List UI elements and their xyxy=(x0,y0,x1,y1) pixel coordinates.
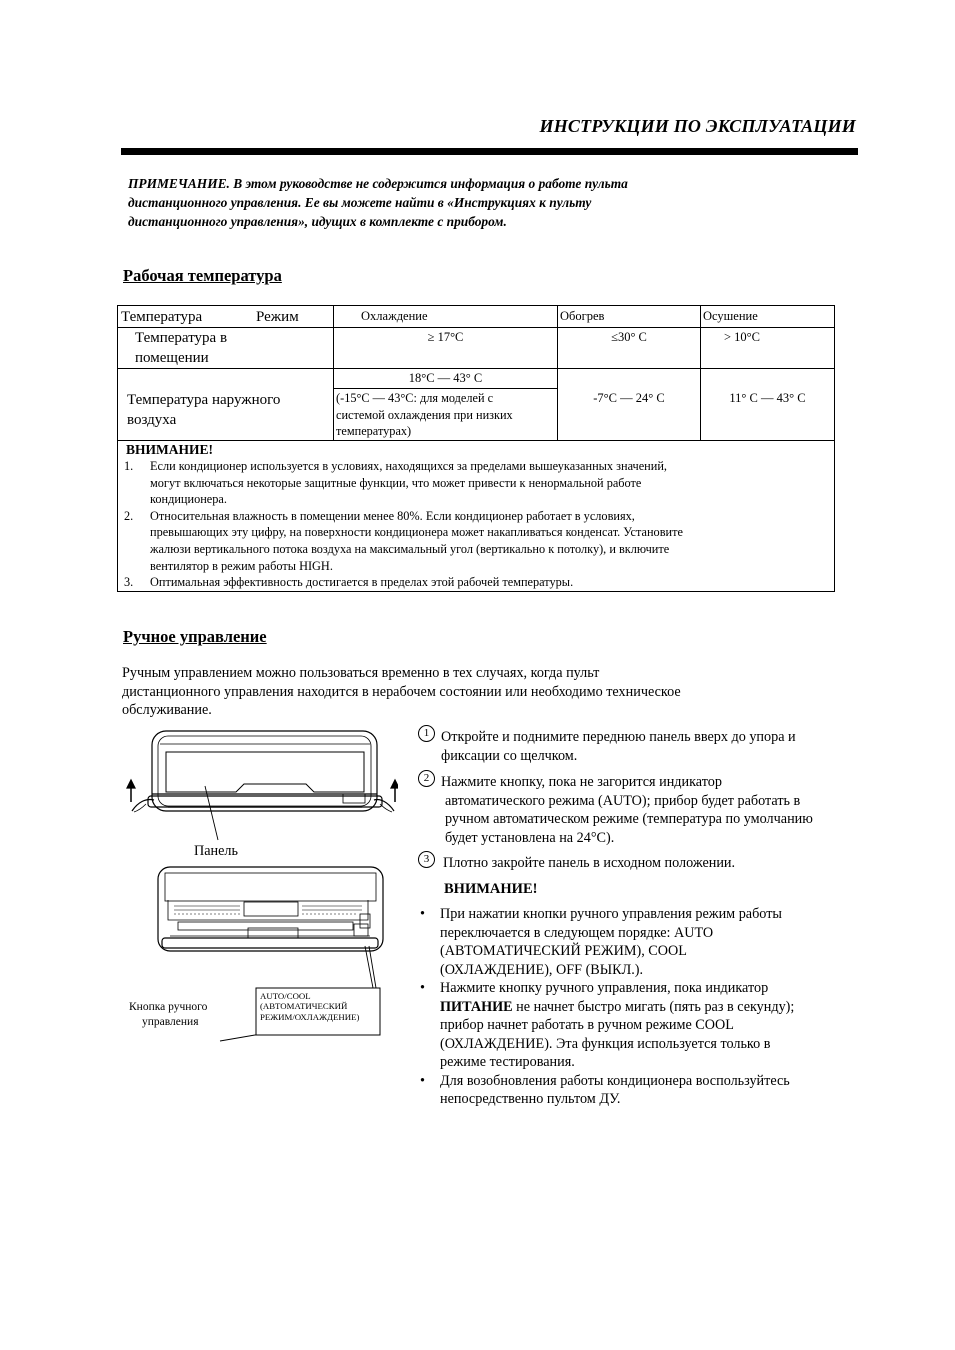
power-indicator-label: ПИТАНИЕ xyxy=(440,998,513,1015)
indoor-cool: ≥ 17°C xyxy=(427,330,464,344)
step-number: 1 xyxy=(418,725,435,742)
mode-callout-text: AUTO/COOL xyxy=(260,991,311,1001)
row-outdoor-label: Температура наружного воздуха xyxy=(127,392,281,428)
warning-block xyxy=(124,441,824,591)
outdoor-cool-note: (-15°C — 43°C: для моделей с системой охлаждения при низких температурах) xyxy=(336,391,513,438)
mode-callout-text: (АВТОМАТИЧЕСКИЙ xyxy=(260,1001,348,1011)
note-paragraph xyxy=(128,174,768,231)
list-item: 2. Относительная влажность в помещении менее 80%. Если кондиционер работает в условиях, превышающих эту цифру, на поверхности кондиционера может накапливаться конденсат. Установите жалюзи вертикального потока воздуха на максимальный угол (вертикально к потолку), и включите вентилятор в режим работы HIGH. xyxy=(124,508,683,573)
note-line: дистанционного управления. Ее вы можете найти в «Инструкциях к пульту xyxy=(128,195,592,210)
attention-heading: ВНИМАНИЕ! xyxy=(444,881,538,897)
attention-bullets xyxy=(417,905,877,1109)
header-mode: Режим xyxy=(256,309,299,325)
list-item: 3. Оптимальная эффективность достигается в пределах этой рабочей температуры. xyxy=(124,575,574,590)
manual-button-label: Кнопка ручного xyxy=(129,1001,208,1013)
step-1: 1 Откройте и поднимите переднюю панель вверх до упора и фиксации со щелчком. xyxy=(418,728,868,765)
header-rule xyxy=(121,148,858,155)
header-dry: Осушение xyxy=(703,309,758,323)
warning-title: ВНИМАНИЕ! xyxy=(126,442,213,457)
table-divider xyxy=(334,388,557,389)
step-2: 2 Нажмите кнопку, пока не загорится индикатор автоматического режима (AUTO); прибор будет работать в ручном автоматическом режиме (температура по умолчанию будет установлена на 24°C). xyxy=(418,773,868,847)
step-number: 3 xyxy=(418,851,435,868)
list-item: • Для возобновления работы кондиционера воспользуйтесь непосредственно пультом ДУ. xyxy=(417,1072,877,1109)
temperature-table xyxy=(117,305,835,592)
table-divider xyxy=(700,306,701,440)
panel-label: Панель xyxy=(194,843,238,859)
page-title: ИНСТРУКЦИИ ПО ЭКСПЛУАТАЦИИ xyxy=(539,116,856,136)
outdoor-dry: 11° C — 43° C xyxy=(729,391,806,405)
section-title-temperature: Рабочая температура xyxy=(123,266,282,285)
section-title-manual: Ручное управление xyxy=(123,627,267,646)
row-indoor-label: Температура в помещении xyxy=(135,330,228,366)
manual-button-label: управления xyxy=(142,1016,199,1028)
indoor-dry: > 10°C xyxy=(724,330,761,344)
outdoor-cool-main: 18°C — 43° C xyxy=(408,371,483,385)
header-cool: Охлаждение xyxy=(361,309,428,323)
list-item: 1. Если кондиционер используется в условиях, находящихся за пределами вышеуказанных значений, могут включаться некоторые защитные функции, что может привести к ненормальной работе кондиционера. xyxy=(124,459,667,507)
list-item: • Нажмите кнопку ручного управления, пока индикатор ПИТАНИЕ не начнет быстро мигать (пять раз в секунду); прибор начнет работать в ручном режиме COOL (ОХЛАЖДЕНИЕ). Эта функция используется только в режиме тестирования. xyxy=(417,979,877,1072)
indoor-heat: ≤30° C xyxy=(611,330,647,344)
note-line: дистанционного управления», идущих в комплекте с прибором. xyxy=(128,214,507,229)
air-conditioner-diagram xyxy=(108,724,398,1044)
note-line: ПРИМЕЧАНИЕ. В этом руководстве не содержится информация о работе пульта xyxy=(128,176,628,191)
outdoor-heat: -7°C — 24° C xyxy=(593,391,665,405)
mode-callout-text: РЕЖИМ/ОХЛАЖДЕНИЕ) xyxy=(260,1012,360,1022)
manual-intro: Ручным управлением можно пользоваться временно в тех случаях, когда пульт дистанционного управления находится в нерабочем состоянии или необходимо техническое обслуживание. xyxy=(122,665,681,718)
list-item: • При нажатии кнопки ручного управления режим работы переключается в следующем порядке: AUTO (АВТОМАТИЧЕСКИЙ РЕЖИМ), COOL (ОХЛАЖДЕНИЕ), OFF (ВЫКЛ.). xyxy=(417,905,877,979)
step-3: 3 Плотно закройте панель в исходном положении. xyxy=(418,854,868,873)
header-heat: Обогрев xyxy=(560,309,605,323)
table-divider xyxy=(118,368,834,369)
table-divider xyxy=(557,306,558,440)
step-number: 2 xyxy=(418,770,435,787)
header-temp: Температура xyxy=(121,309,203,325)
